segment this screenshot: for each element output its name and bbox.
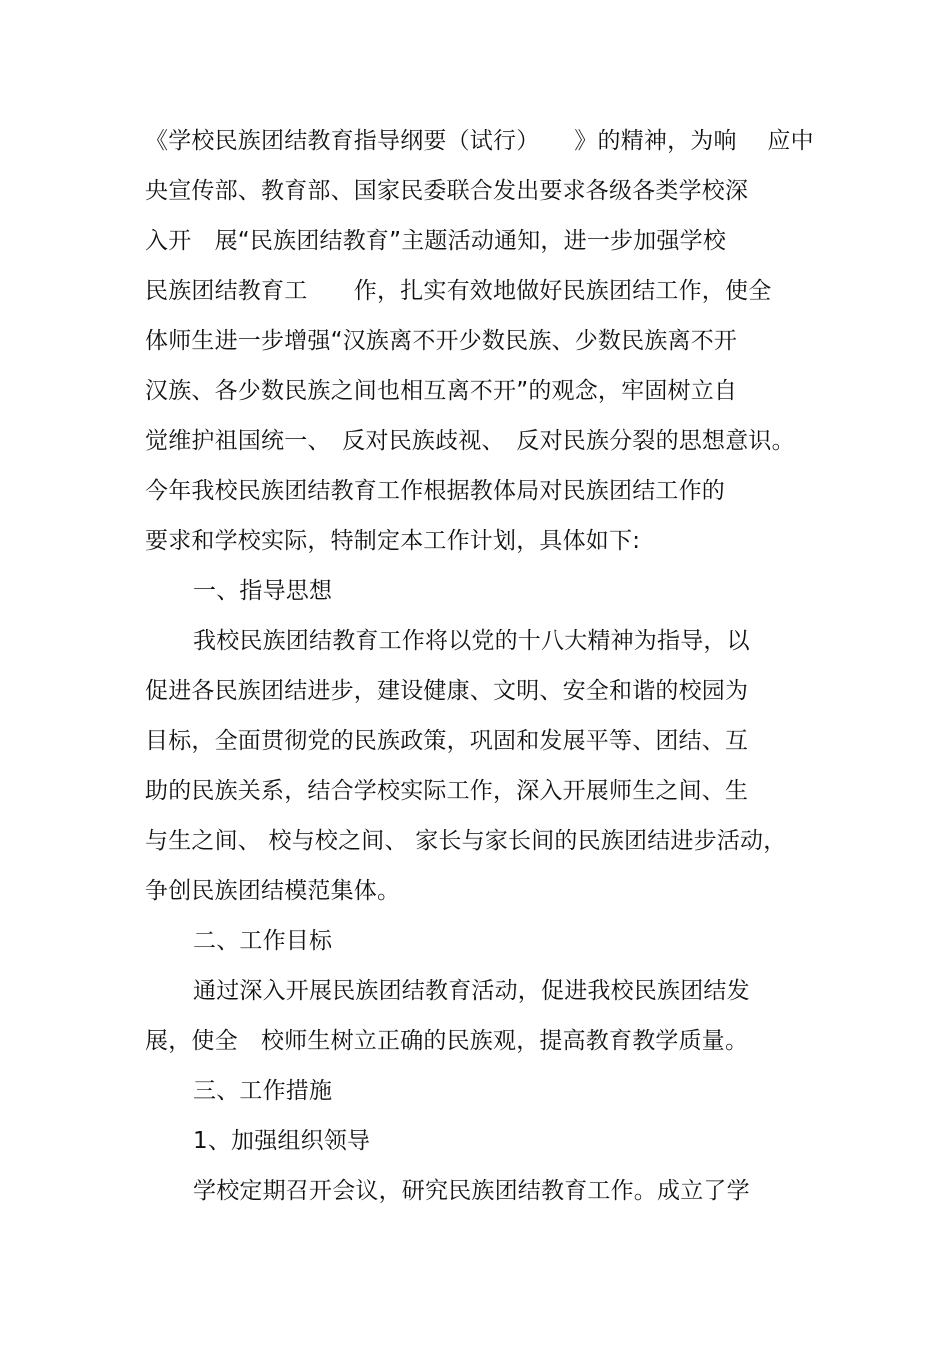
body-line-19: 展，使全 校师生树立正确的民族观，提高教育教学质量。 [145, 1028, 749, 1054]
body-line-2: 央宣传部、教育部、国家民委联合发出要求各级各类学校深 [145, 178, 749, 204]
body-line-22: 学校定期召开会议，研究民族团结教育工作。成立了学 [193, 1178, 750, 1204]
body-line-14: 助的民族关系，结合学校实际工作，深入开展师生之间、生 [145, 778, 749, 804]
body-line-11: 我校民族团结教育工作将以党的十八大精神为指导，以 [193, 628, 750, 654]
body-line-1: 《学校民族团结教育指导纲要（试行） 》的精神，为响 应中 [145, 128, 814, 154]
body-line-9: 要求和学校实际，特制定本工作计划，具体如下: [145, 528, 641, 554]
section-heading-work-measures: 三、工作措施 [193, 1078, 333, 1104]
body-line-18: 通过深入开展民族团结教育活动，促进我校民族团结发 [193, 978, 750, 1004]
section-heading-guiding-thought: 一、指导思想 [193, 578, 333, 604]
body-line-7: 觉维护祖国统一、 反对民族歧视、 反对民族分裂的思想意识。 [145, 428, 795, 454]
body-line-16: 争创民族团结模范集体。 [145, 878, 401, 904]
body-line-6: 汉族、各少数民族之间也相互离不开”的观念，牢固树立自 [145, 378, 738, 404]
body-line-8: 今年我校民族团结教育工作根据教体局对民族团结工作的 [145, 478, 725, 504]
body-line-5: 体师生进一步增强“汉族离不开少数民族、少数民族离不开 [145, 328, 738, 354]
body-line-4: 民族团结教育工 作，扎实有效地做好民族团结工作，使全 [145, 278, 772, 304]
body-line-3: 入开 展“民族团结教育”主题活动通知，进一步加强学校 [145, 228, 727, 254]
body-line-13: 目标，全面贯彻党的民族政策，巩固和发展平等、团结、互 [145, 728, 749, 754]
body-line-15: 与生之间、 校与校之间、 家长与家长间的民族团结进步活动， [145, 828, 787, 854]
section-heading-work-goals: 二、工作目标 [193, 928, 333, 954]
body-line-12: 促进各民族团结进步，建设健康、文明、安全和谐的校园为 [145, 678, 749, 704]
subsection-heading-leadership: 1、加强组织领导 [193, 1128, 371, 1154]
